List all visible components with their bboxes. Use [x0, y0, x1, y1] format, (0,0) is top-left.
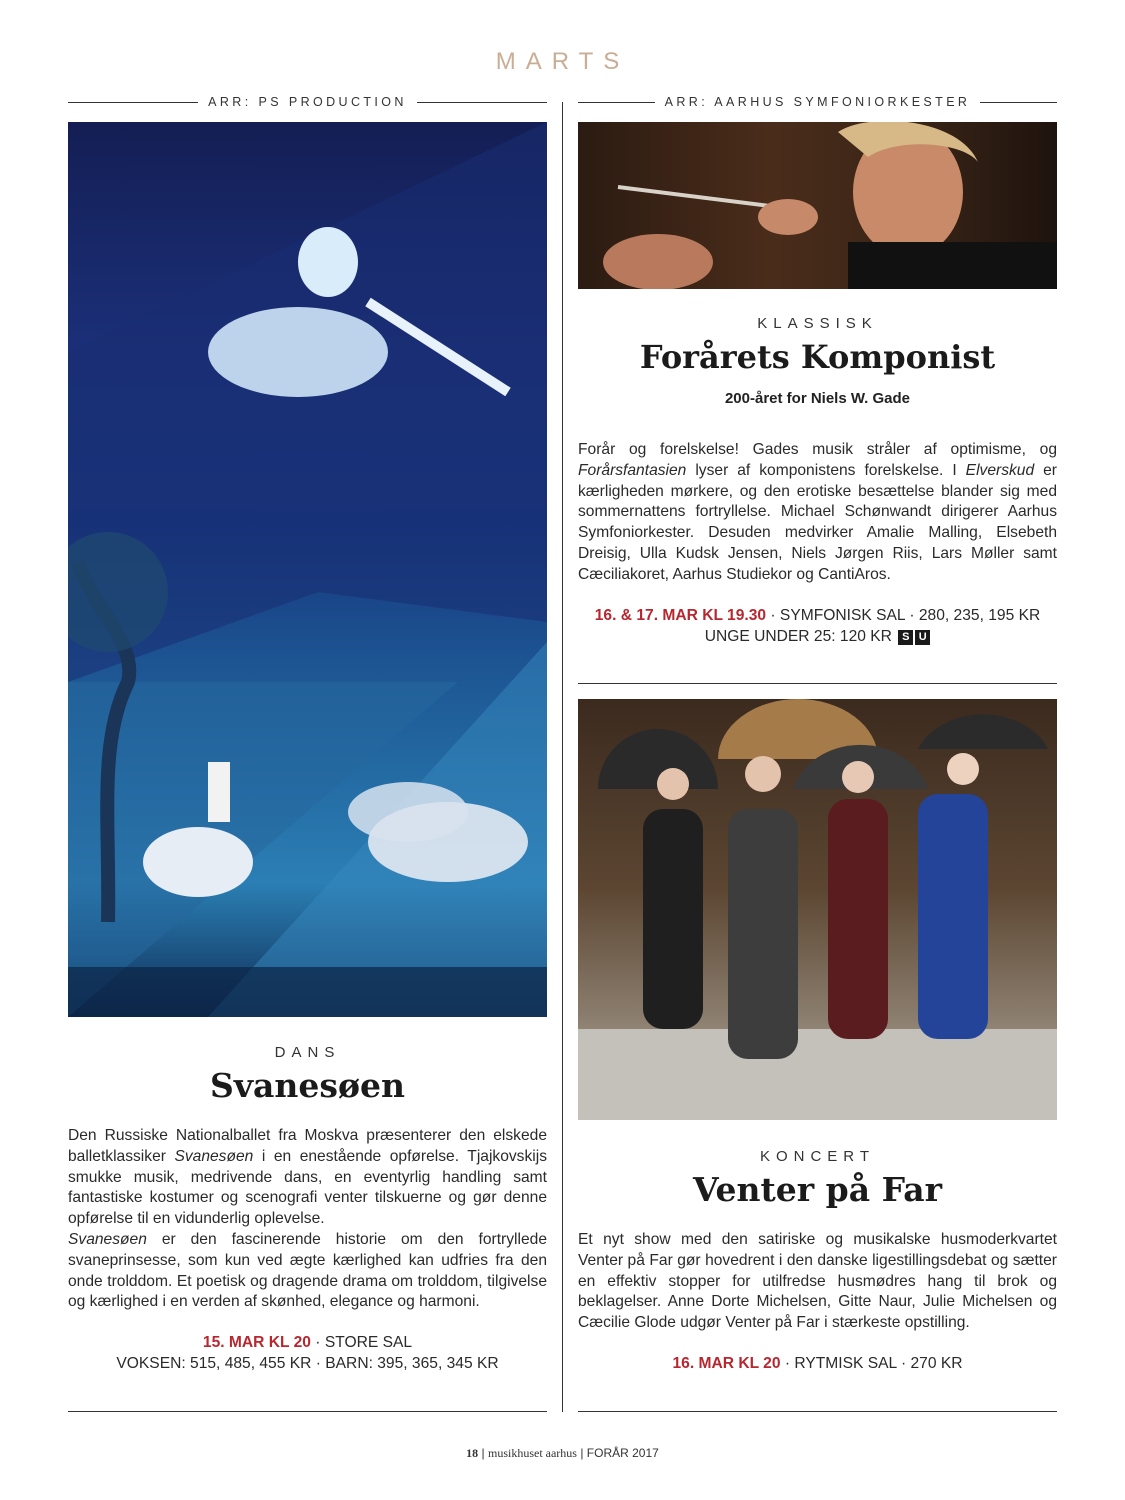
event-info-venter-paa-far	[578, 1354, 1057, 1375]
footer-separator: |	[580, 1446, 584, 1460]
event-title-venter-paa-far: Venter på Far	[692, 1170, 942, 1209]
bottom-rule-right	[578, 1411, 1057, 1412]
arranger-left-label: ARR: PS PRODUCTION	[208, 95, 407, 109]
month-heading: MARTS	[495, 48, 630, 75]
rule	[417, 102, 547, 103]
italic-text: Svanesøen	[68, 1230, 147, 1248]
event-title-svanesoeen: Svanesøen	[210, 1066, 405, 1105]
event-date: 16. & 17. MAR KL 19.30	[594, 607, 767, 624]
rule	[980, 102, 1057, 103]
tag-s: S	[898, 630, 913, 645]
rule	[68, 102, 198, 103]
text: i en enestående opførelse. Tjajkovskijs smukke musik, medrivende dans, en eventyrlig handling samt fantastiske kostumer og scenografi venter tilskuerne og gør denne opførelse til en vidunderlig oplevelse.	[68, 1147, 548, 1228]
arranger-right-label: ARR: AARHUS SYMFONIORKESTER	[664, 95, 971, 109]
event-info-svanesoeen	[68, 1333, 547, 1375]
section-rule	[578, 683, 1057, 684]
genre-klassisk: KLASSISK	[757, 315, 878, 332]
page-number: 18	[466, 1446, 479, 1460]
ballet-photo	[68, 122, 547, 1017]
text: er den fascinerende historie om den fortryllede svaneprinsesse, som kun ved ægte kærlighed kan udfries fra den onde trolddom. Et poetisk og dragende drama om trolddom, tilgivelse og kærlighed i en verden af skønhed, elegance og harmoni.	[68, 1230, 547, 1311]
arranger-right	[578, 94, 1057, 110]
tag-u: U	[915, 630, 930, 645]
italic-text: Elverskud	[965, 461, 1035, 479]
event-date: 15. MAR KL 20	[202, 1334, 311, 1351]
text: er kærligheden mørkere, og den erotiske besættelse blander sig med sommernattens fortryllelse. Michael Schønwandt dirigerer Aarhus Symfoniorkester. Desuden medvirker Amalie Malling, Elsebeth Dreisig, Ulla Kudsk Jensen, Niels Jørgen Riis, Lars Møller samt Cæciliakoret, Aarhus Studiekor og CantiAros.	[578, 461, 1058, 583]
event-info-foraarets-komponist	[578, 606, 1057, 648]
event-prices: VOKSEN: 515, 485, 455 KR · BARN: 395, 365, 345 KR	[116, 1354, 499, 1372]
publication-name: musikhuset aarhus	[487, 1446, 577, 1460]
bottom-rule-left	[68, 1411, 547, 1412]
text: lyser af komponistens forelskelse. I	[686, 461, 966, 479]
conductor-photo	[578, 122, 1057, 289]
arranger-left	[68, 94, 547, 110]
event-title-foraarets-komponist: Forårets Komponist	[639, 338, 996, 376]
footer-separator: |	[481, 1446, 485, 1460]
page-footer	[0, 1446, 1125, 1461]
event-venue: · STORE SAL	[310, 1334, 413, 1351]
venter-paa-far-photo	[578, 699, 1057, 1120]
italic-text: Svanesøen	[174, 1147, 254, 1165]
youth-price: UNGE UNDER 25: 120 KR	[704, 627, 897, 645]
event-venue: · SYMFONISK SAL · 280, 235, 195 KR	[766, 607, 1041, 624]
italic-text: Forårsfantasien	[578, 461, 687, 479]
event-date: 16. MAR KL 20	[672, 1355, 781, 1372]
event-description-svanesoeen	[68, 1126, 547, 1313]
genre-dans: DANS	[274, 1044, 341, 1061]
event-venue: · RYTMISK SAL · 270 KR	[780, 1355, 963, 1372]
column-divider	[562, 102, 563, 1412]
event-subtitle: 200-året for Niels W. Gade	[724, 390, 911, 407]
event-description-venter-paa-far	[578, 1230, 1057, 1334]
event-description-foraarets-komponist	[578, 440, 1057, 586]
season-label: FORÅR 2017	[586, 1446, 659, 1460]
text: Et nyt show med den satiriske og musikalske husmoderkvartet Venter på Far gør hovedrent i den danske ligestillingsdebat og sætter en effektiv stopper for utilfredse husmødres hang til brok og beklagelser. Anne Dorte Michelsen, Gitte Naur, Julie Michelsen og Cæcilie Glode udgør Venter på Far i stærkeste opstilling.	[578, 1231, 1057, 1332]
rule	[578, 102, 655, 103]
genre-koncert: KONCERT	[759, 1148, 876, 1165]
text: Forår og forelskelse! Gades musik stråler af optimisme, og	[578, 441, 1057, 458]
text: Den Russiske Nationalballet fra Moskva præsenterer den elskede balletklassiker	[68, 1127, 547, 1165]
